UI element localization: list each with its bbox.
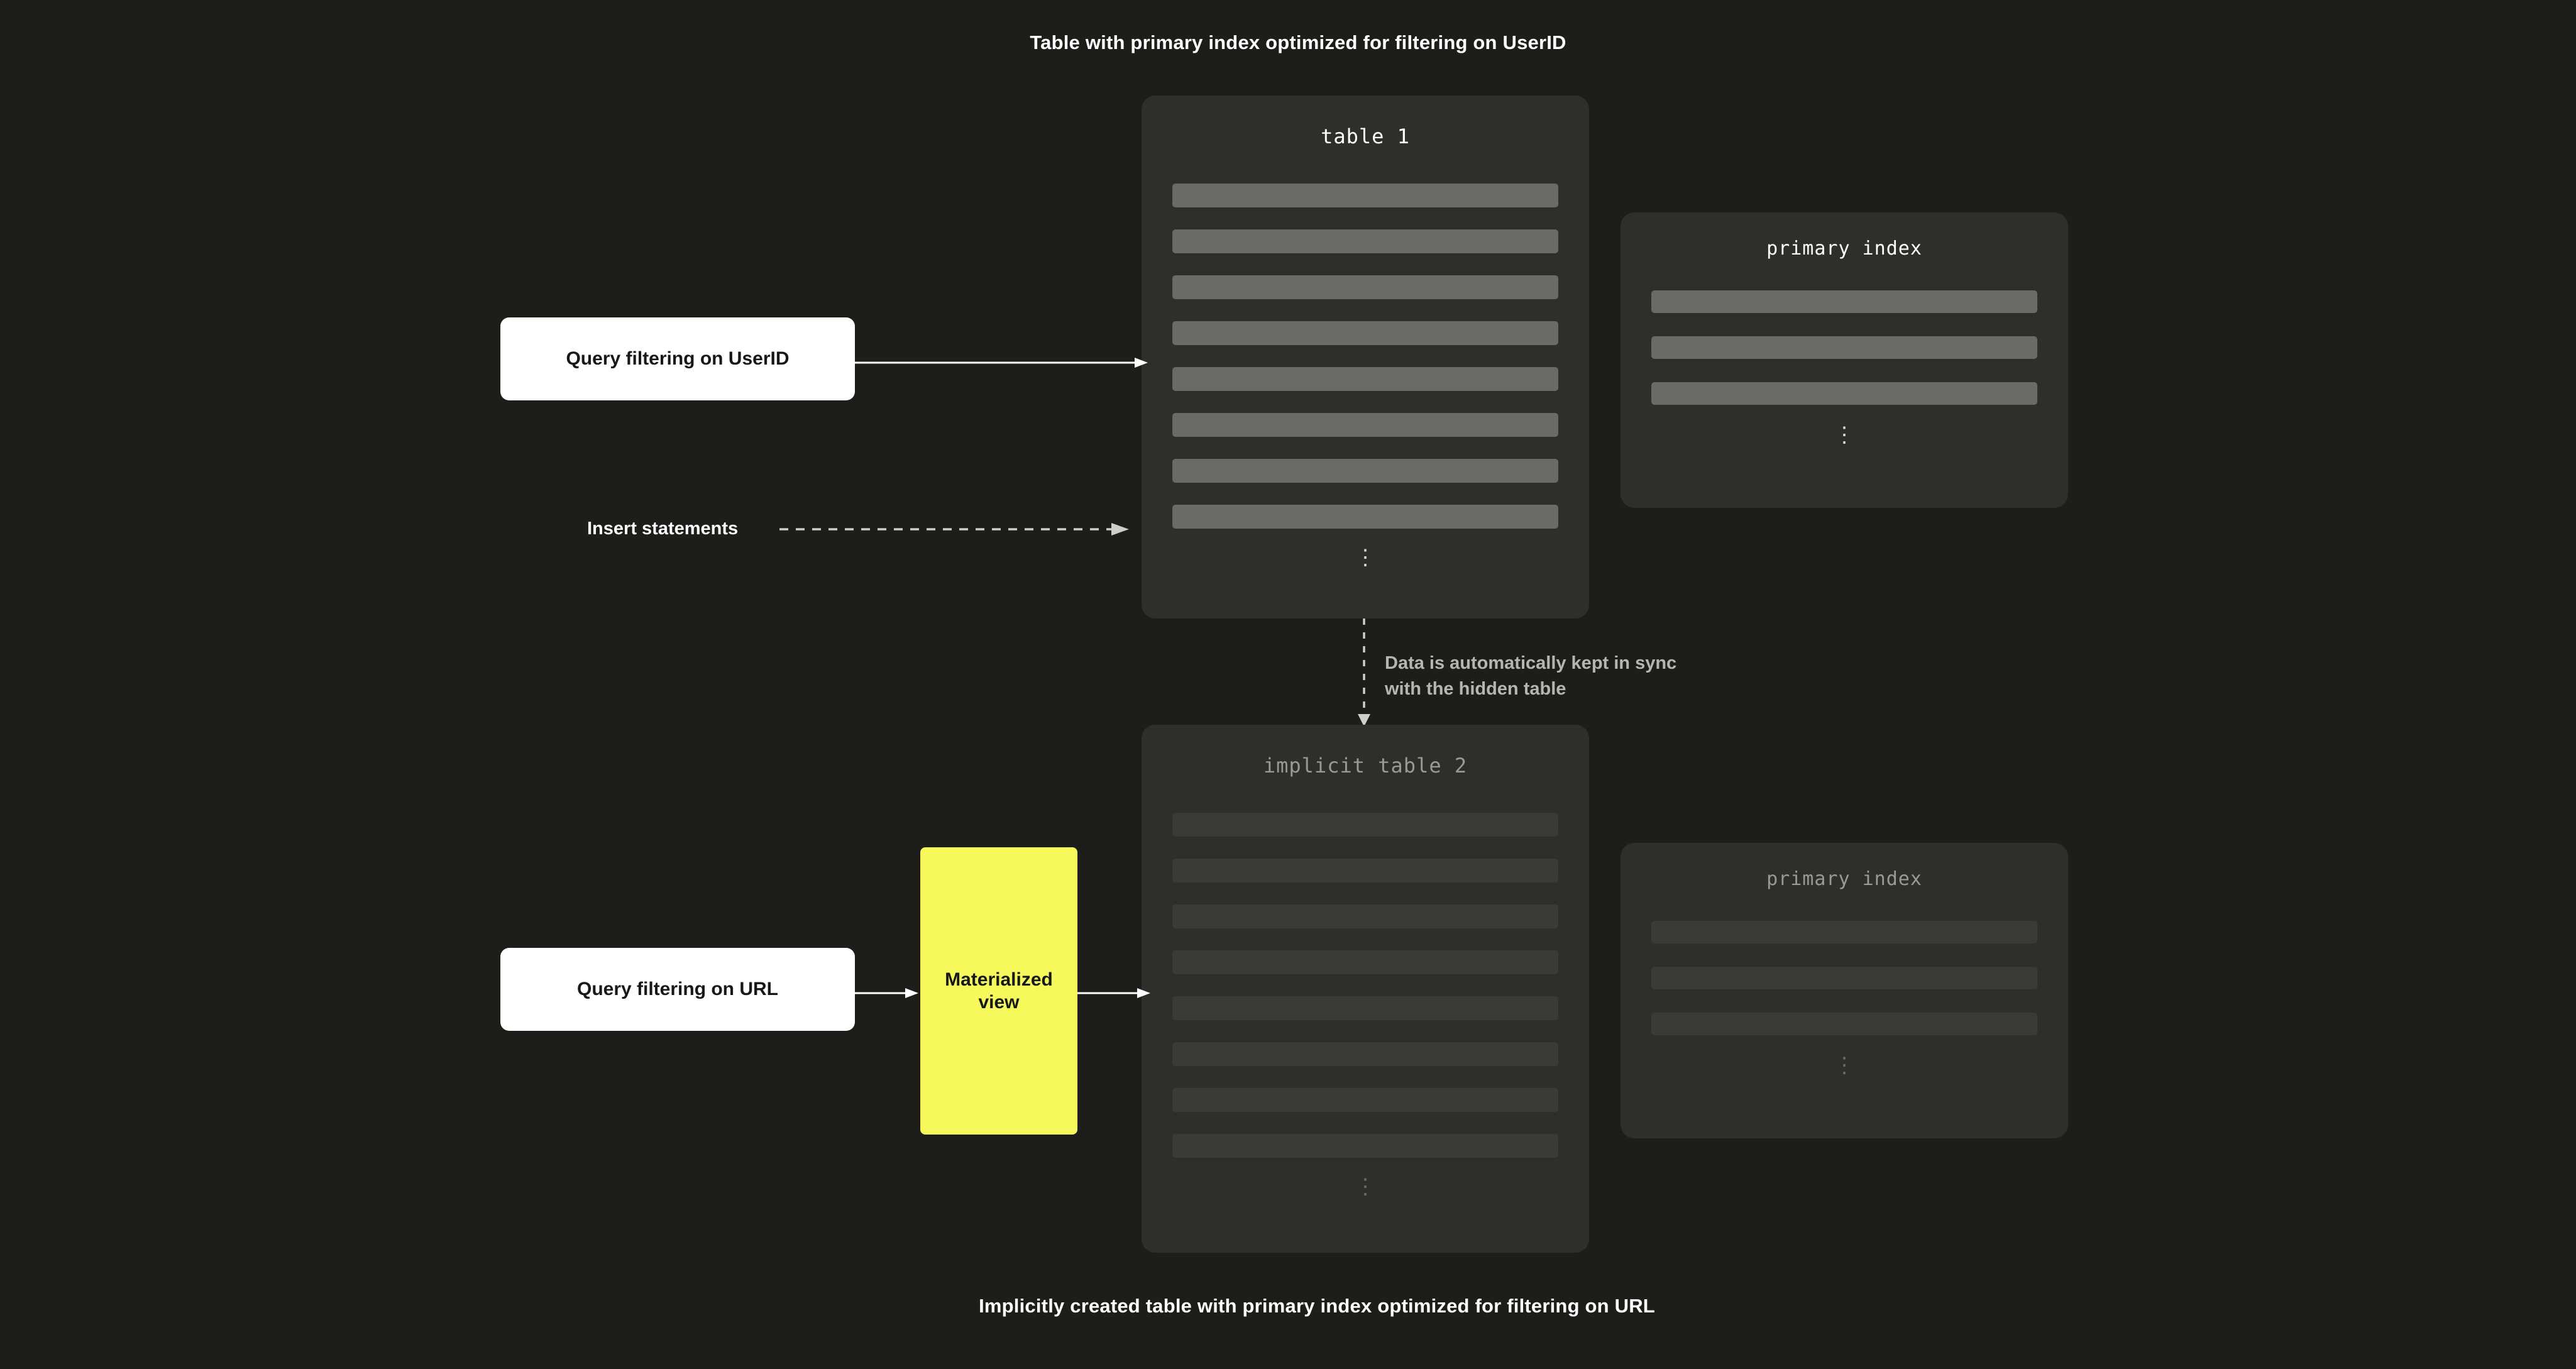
implicit-table-2-title: implicit table 2 (1263, 754, 1468, 778)
arrow-insert-statements (779, 517, 1131, 543)
table-row (1172, 459, 1558, 483)
index-row (1651, 921, 2037, 943)
implicit-table-2-ellipsis: ⋮ (1355, 1175, 1376, 1199)
table-row (1172, 275, 1558, 299)
implicit-table-2-panel (1142, 725, 1589, 1253)
top-caption: Table with primary index optimized for filtering on UserID (1030, 31, 1566, 53)
index-row (1651, 382, 2037, 405)
insert-statements-label: Insert statements (587, 519, 739, 539)
sync-label-line2: with the hidden table (1385, 678, 1566, 699)
table-row (1172, 505, 1558, 529)
primary-index-1-title: primary index (1766, 238, 1922, 260)
table-row (1172, 904, 1558, 928)
arrow-query-userid-to-table1 (855, 343, 1150, 374)
index-row (1651, 336, 2037, 359)
table-row (1172, 229, 1558, 253)
table-row (1172, 367, 1558, 391)
table-row (1172, 321, 1558, 345)
table-row (1172, 1042, 1558, 1066)
index-row (1651, 967, 2037, 989)
table-1-panel (1142, 96, 1589, 619)
table-1-title: table 1 (1321, 124, 1410, 148)
primary-index-2-title: primary index (1766, 868, 1922, 890)
table-row (1172, 859, 1558, 882)
table-row (1172, 813, 1558, 837)
bottom-caption: Implicitly created table with primary index optimized for filtering on URL (979, 1295, 1655, 1317)
sync-label-line1: Data is automatically kept in sync (1385, 653, 1677, 673)
table-row (1172, 1134, 1558, 1158)
arrow-materialized-view-to-table2 (1077, 973, 1153, 1004)
materialized-view-box[interactable] (920, 847, 1077, 1135)
table-row (1172, 996, 1558, 1020)
table-row (1172, 413, 1558, 437)
table-row (1172, 184, 1558, 207)
query-userid-label: Query filtering on UserID (566, 348, 790, 369)
query-url-label: Query filtering on URL (576, 979, 778, 999)
materialized-view-label-line1: Materialized (945, 969, 1053, 990)
primary-index-1-panel (1621, 212, 2068, 508)
query-userid-box[interactable] (500, 317, 855, 400)
table-1-ellipsis: ⋮ (1355, 546, 1376, 569)
arrow-query-url-to-materialized-view (855, 973, 921, 1004)
table-row (1172, 1088, 1558, 1112)
index-row (1651, 1013, 2037, 1035)
arrow-sync-table1-to-table2 (1351, 619, 1377, 729)
sync-label (1385, 651, 1676, 701)
primary-index-1-ellipsis: ⋮ (1834, 423, 1855, 447)
materialized-view-label-line2: view (978, 991, 1020, 1013)
primary-index-2-panel (1621, 843, 2068, 1138)
query-url-box[interactable] (500, 948, 855, 1031)
index-row (1651, 290, 2037, 313)
primary-index-2-ellipsis: ⋮ (1834, 1053, 1855, 1077)
table-row (1172, 950, 1558, 974)
